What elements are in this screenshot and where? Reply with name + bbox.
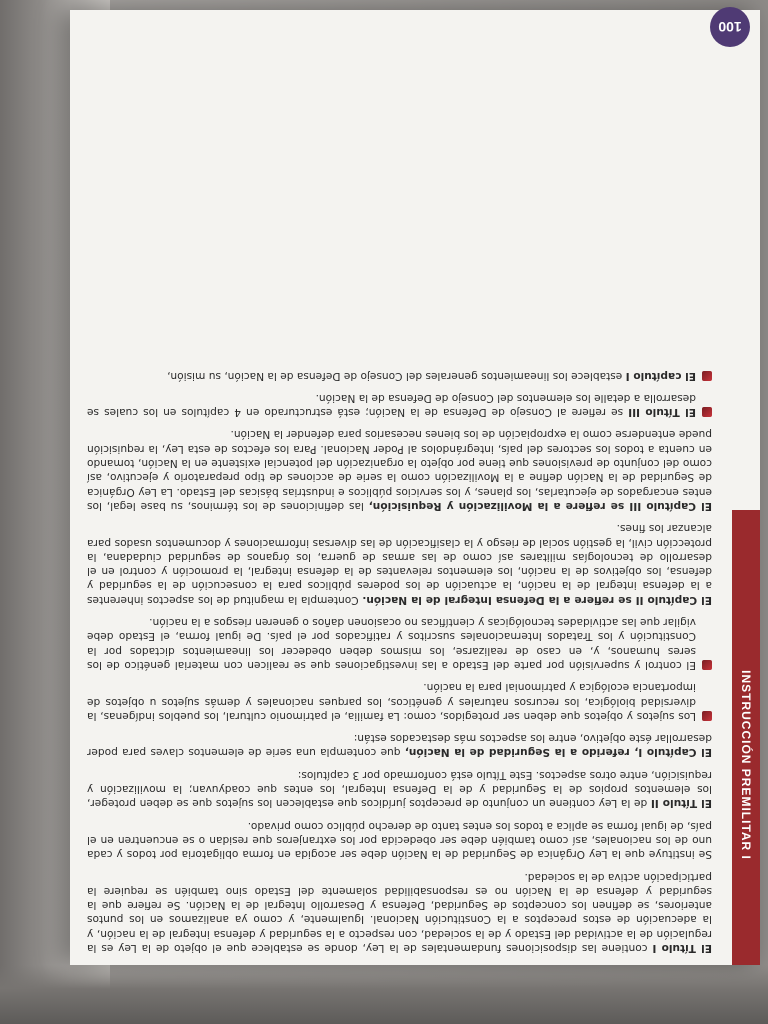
section-title: INSTRUCCIÓN PREMILITAR I xyxy=(739,670,753,860)
paragraph-lead: El Título I xyxy=(652,942,712,954)
bullet-marker-icon xyxy=(702,371,712,381)
paragraph-text: las definiciones de los términos, su base legal, los entes encargados de ejecutarlas, los planes, y los servicios públicos e industrias básicas del Estado. La Ley Orgánica de Seguridad de la Nación define a la Movilización como la serie de acciones de tipo preparatorio y ejecutivo, así como del conjunto de previsiones que tiene por objeto la organización del potencial existente en la Nación, tomando en cuenta a todos los sectores del país, integrándolos al Poder Nacional. Para los efectos de esta Ley, la requisición puede entenderse como la expropiación de los bienes necesarios para defender la Nación. xyxy=(87,428,712,512)
bullet-item xyxy=(87,680,712,723)
paragraph-lead: El Título II xyxy=(650,797,712,810)
document-body xyxy=(87,25,712,955)
bullet-marker-icon xyxy=(702,407,712,417)
paragraph-text: se refiere al Consejo de Defensa de la Nación; está estructurado en 4 capítulos en los cuales se desarrolla a detalle los elementos del Consejo de Defensa de la Nación. xyxy=(87,391,696,419)
bullet-marker-icon xyxy=(702,660,712,670)
bullet-marker-icon xyxy=(702,711,712,721)
paragraph-capitulo-1 xyxy=(87,731,712,760)
paragraph-lead: El Capítulo II se refiere a la Defensa Integral de la Nación. xyxy=(362,593,712,606)
bullet-item xyxy=(87,615,712,672)
paragraph-titulo-2 xyxy=(87,767,712,810)
paragraph-lead: El Capítulo III se refiere a la Movilización y Requisición, xyxy=(368,499,712,512)
scanner-bottom-edge xyxy=(0,965,768,1024)
bullet-text: Los sujetos y objetos que deben ser protegidos, como: La familia, el patrimonio cultural, los pueblos indígenas, la diversidad biológica, los recursos naturales y genéticos, los parques nacionales y demás sujetos u objetos de importancia ecológica y patrimonial para la nación. xyxy=(87,681,696,722)
scanned-page xyxy=(70,10,760,965)
paragraph-titulo-1 xyxy=(87,869,712,955)
paragraph-text: Se instituye que la Ley Orgánica de Seguridad de la Nación debe ser acogida en forma obligatoria por todos y cada uno de los nacionales, así como también debe ser obedecida por los extranjeros que residan o se encuentren en el país, de igual forma se aplica a todos los entes tanto de derecho público como privado. xyxy=(87,819,712,861)
paragraph-text: que contempla una serie de elementos claves para poder desarrollar éste objetivo, entre los aspectos más destacados están: xyxy=(87,732,712,759)
paragraph-lead: El capítulo I xyxy=(625,369,696,382)
paragraph-text: contiene las disposiciones fundamentales de la Ley, donde se establece que el objeto de la Ley es la regulación de la actividad del Estado y de la sociedad, con respecto a la seguridad y defensa integral de la nación, y la adecuación de estos preceptos a la Constitución Nacional. Igualmente, y como ya analizamos en los puntos anteriores, se definen los conceptos de Seguridad, Defensa y Desarrollo Integral de la Nación. Se refiere que la seguridad y defensa de la Nación no es responsabilidad solamente del Estado sino también se requiere la participación activa de la sociedad. xyxy=(86,870,712,954)
bullet-item xyxy=(87,368,712,382)
page-number-badge: 100 xyxy=(710,7,750,47)
paragraph-text: de la Ley contiene un conjunto de preceptos jurídicos que establecen los sujetos que se deben proteger, los elementos propios de la Seguridad y de la Defensa Integral, los entes que coadyuvan; la movilización y requisición, entre otros aspectos. Este Título está conformado por 3 capítulos: xyxy=(87,768,712,810)
paragraph-capitulo-2 xyxy=(87,521,712,607)
paragraph-obligatoria xyxy=(87,818,712,861)
paragraph-lead: El Título III xyxy=(628,406,696,419)
paragraph-lead: El Capítulo I, referido a la Seguridad de la Nación, xyxy=(404,746,712,759)
bullet-item xyxy=(87,391,712,420)
page-content-rotated xyxy=(70,10,760,965)
paragraph-text: establece los lineamientos generales del Consejo de Defensa de la Nación, su misión, xyxy=(167,369,626,382)
bullet-text: El control y supervisión por parte del Estado a las investigaciones que se realicen con material genético de los seres humanos, y, en caso de realizarse, los mismos deben obedecer los lineamientos dictados por la Constitución y los Tratados Internacionales suscritos y ratificados por el país. De igual forma, el Estado debe vigilar que las actividades tecnológicas y científicas no ocasionen daños o generen riesgos a la nación. xyxy=(87,616,696,671)
paragraph-text: Contempla la magnitud de los aspectos inherentes a la defensa integral de la nación, la actuación de los poderes públicos para la consecución de la seguridad y defensa, los objetivos de la nación, los elementos relevantes de la defensa integral, la promoción y control en el desarrollo de tecnologías militares así como de las armas de guerra, los órganos de seguridad ciudadana, la protección civil, la gestión social de riesgo y la clasificación de las diversas informaciones y documentos usados para alcanzar los fines. xyxy=(86,522,712,606)
paragraph-capitulo-3 xyxy=(87,427,712,513)
section-side-band xyxy=(732,510,760,965)
